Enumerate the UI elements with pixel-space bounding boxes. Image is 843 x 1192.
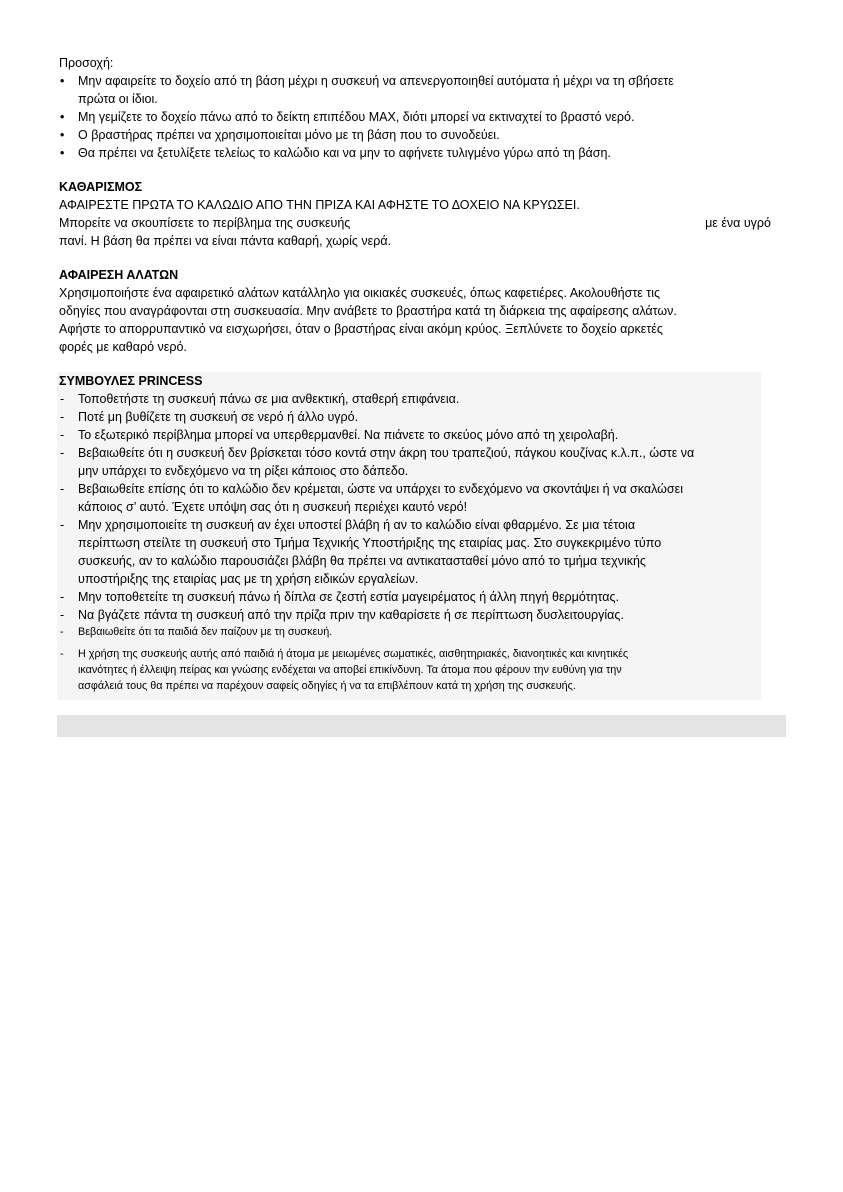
tips-text: Το εξωτερικό περίβλημα μπορεί να υπερθερμανθεί. Να πιάνετε το σκεύος μόνο από τη χειρολαβή. (78, 428, 619, 442)
cleaning-title: ΚΑΘΑΡΙΣΜΟΣ (59, 180, 143, 194)
caution-text: Ο βραστήρας πρέπει να χρησιμοποιείται μόνο με τη βάση που το συνοδεύει. (78, 128, 500, 142)
caution-item (59, 72, 789, 90)
dash-icon: - (60, 482, 65, 496)
dash-icon: - (60, 590, 65, 604)
tips-item-small (59, 646, 761, 662)
tips-text-cont: ασφάλειά τους θα πρέπει να παρέχουν σαφείς οδηγίες ή να τα επιβλέπουν κατά τη χρήση της συσκευής. (78, 680, 576, 692)
tips-text: Μην χρησιμοποιείτε τη συσκευή αν έχει υποστεί βλάβη ή αν το καλώδιο είναι φθαρμένο. Σε μια τέτοια (78, 518, 636, 532)
dash-icon: - (60, 518, 65, 532)
tips-item (59, 426, 761, 444)
tips-text: Βεβαιωθείτε επίσης ότι το καλώδιο δεν κρέμεται, ώστε να υπάρχει το ενδεχόμενο να σκοντάψει ή να σκαλώσει (78, 482, 683, 496)
caution-text: Θα πρέπει να ξετυλίξετε τελείως το καλώδιο και να μην το αφήνετε τυλιγμένο γύρω από τη βάση. (78, 146, 611, 160)
caution-list (59, 72, 789, 162)
tips-item (59, 606, 761, 624)
tips-text: Ποτέ μη βυθίζετε τη συσκευή σε νερό ή άλλο υγρό. (78, 410, 359, 424)
cleaning-text-left: Μπορείτε να σκουπίσετε το περίβλημα της συσκευής (59, 216, 351, 230)
dash-icon: - (60, 648, 64, 660)
caution-heading: Προσοχή: (59, 56, 114, 70)
cleaning-text: πανί. Η βάση θα πρέπει να είναι πάντα καθαρή, χωρίς νερά. (59, 234, 392, 248)
cleaning-text: ΑΦΑΙΡΕΣΤΕ ΠΡΩΤΑ ΤΟ ΚΑΛΩΔΙΟ ΑΠΟ ΤΗΝ ΠΡΙΖΑ ΚΑΙ ΑΦΗΣΤΕ ΤΟ ΔΟΧΕΙΟ ΝΑ ΚΡΥΩΣΕΙ. (59, 198, 580, 212)
tips-section (57, 372, 761, 700)
tips-text-cont: συσκευής, αν το καλώδιο παρουσιάζει βλάβη θα πρέπει να αντικατασταθεί μόνο από το τμήμα τεχνικής (78, 554, 646, 568)
tips-text: Βεβαιωθείτε ότι η συσκευή δεν βρίσκεται τόσο κοντά στην άκρη του τραπεζιού, πάγκου κουζίνας κ.λ.π., ώστε να (78, 446, 695, 460)
tips-item (59, 516, 761, 534)
tips-item (59, 444, 761, 462)
tips-title: ΣΥΜΒΟΥΛΕΣ PRINCESS (59, 374, 203, 388)
dash-icon: - (60, 608, 65, 622)
dash-icon: - (60, 392, 65, 406)
bullet-icon: • (60, 110, 65, 124)
tips-text-cont: κάποιος σ’ αυτό. Έχετε υπόψη σας ότι η συσκευή περιέχει καυτό νερό! (78, 500, 468, 514)
cleaning-text (59, 214, 771, 232)
tips-item (59, 408, 761, 426)
tips-text: Βεβαιωθείτε ότι τα παιδιά δεν παίζουν με τη συσκευή. (78, 626, 333, 638)
tips-item-small (59, 624, 761, 640)
caution-item (59, 126, 789, 144)
tips-item (59, 480, 761, 498)
dash-icon: - (60, 410, 65, 424)
tips-text-cont: μην υπάρχει το ενδεχόμενο να τη ρίξει κάποιος στο δάπεδο. (78, 464, 409, 478)
tips-item (59, 588, 761, 606)
tips-text: Η χρήση της συσκευής αυτής από παιδιά ή άτομα με μειωμένες σωματικές, αισθητηριακές, διανοητικές και κινητικές (78, 648, 629, 660)
tips-text-cont: ικανότητες ή έλλειψη πείρας και γνώσης ενδέχεται να αποβεί επικίνδυνη. Τα άτομα που φέρουν την ευθύνη για την (78, 664, 622, 676)
manual-page (59, 54, 789, 700)
footer-bar (57, 715, 786, 737)
dash-icon: - (60, 428, 65, 442)
bullet-icon: • (60, 146, 65, 160)
bullet-icon: • (60, 74, 65, 88)
tips-text: Τοποθετήστε τη συσκευή πάνω σε μια ανθεκτική, σταθερή επιφάνεια. (78, 392, 460, 406)
caution-item (59, 144, 789, 162)
tips-text: Να βγάζετε πάντα τη συσκευή από την πρίζα πριν την καθαρίσετε ή σε περίπτωση δυσλειτουργίας. (78, 608, 624, 622)
caution-text: Μη γεμίζετε το δοχείο πάνω από το δείκτη επιπέδου MAX, διότι μπορεί να εκτιναχτεί το βραστό νερό. (78, 110, 635, 124)
tips-text: Μην τοποθετείτε τη συσκευή πάνω ή δίπλα σε ζεστή εστία μαγειρέματος ή άλλη πηγή θερμότητας. (78, 590, 620, 604)
dash-icon: - (60, 626, 64, 638)
descaling-text: Αφήστε το απορρυπαντικό να εισχωρήσει, όταν ο βραστήρας είναι ακόμη κρύος. Ξεπλύνετε το δοχείο αρκετές (59, 322, 663, 336)
dash-icon: - (60, 446, 65, 460)
descaling-text: οδηγίες που αναγράφονται στη συσκευασία. Μην ανάβετε το βραστήρα κατά τη διάρκεια της αφαίρεσης αλάτων. (59, 304, 677, 318)
descaling-title: ΑΦΑΙΡΕΣΗ ΑΛΑΤΩΝ (59, 268, 179, 282)
cleaning-text-right: με ένα υγρό (705, 216, 771, 230)
descaling-text: Χρησιμοποιήστε ένα αφαιρετικό αλάτων κατάλληλο για οικιακές συσκευές, όπως καφετιέρες. Ακολουθήστε τις (59, 286, 661, 300)
descaling-text: φορές με καθαρό νερό. (59, 340, 187, 354)
tips-text-cont: υποστήριξης της εταιρίας μας με τη χρήση ειδικών εργαλείων. (78, 572, 419, 586)
caution-item (59, 108, 789, 126)
tips-item (59, 390, 761, 408)
bullet-icon: • (60, 128, 65, 142)
caution-text: Μην αφαιρείτε το δοχείο από τη βάση μέχρι η συσκευή να απενεργοποιηθεί αυτόματα ή μέχρι να τη σβήσετε (78, 74, 674, 88)
caution-text-cont: πρώτα οι ίδιοι. (78, 92, 158, 106)
tips-text-cont: περίπτωση στείλτε τη συσκευή στο Τμήμα Τεχνικής Υποστήριξης της εταιρίας μας. Στο συγκεκριμένο τύπο (78, 536, 662, 550)
